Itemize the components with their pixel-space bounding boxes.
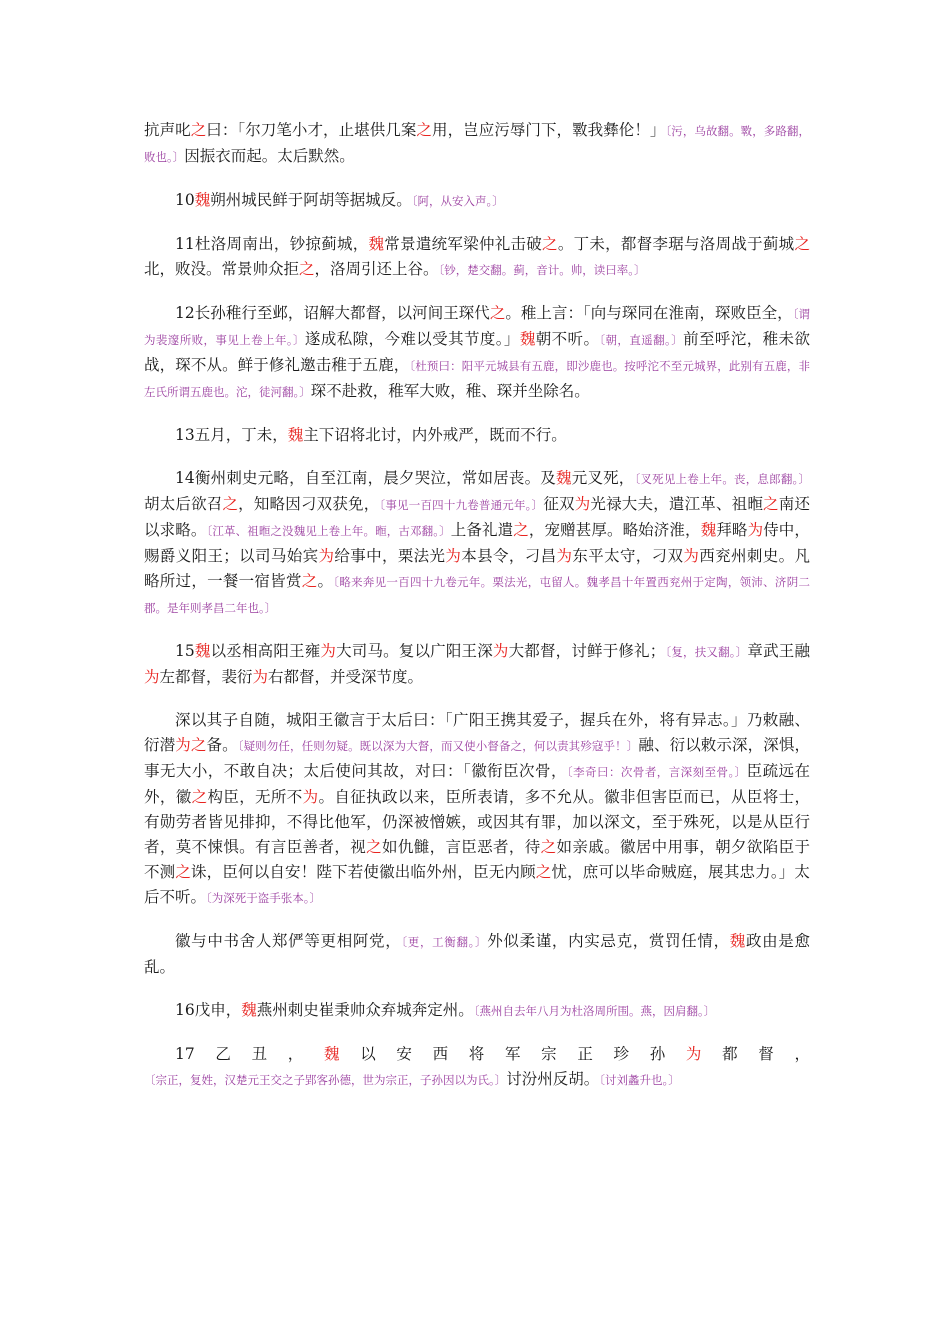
text-span: 13五月，丁未， — [175, 426, 288, 444]
annotation-note: 〔杜预曰：阳平元城县有五鹿，即沙鹿也。按呼沱不至元城界，此别有五鹿，非左氏所谓五鹿也。沱，徒河翻。〕 — [144, 359, 810, 399]
text-span: 融、衍以敕示深，深惧，事无大小，不敢自决；太后使问其故，对曰：「徽衔臣次骨， — [144, 736, 810, 780]
text-span: 。自征执政以来，臣所表请，多不允从。徽非但害臣而已，从臣将士，有勋劳者皆见排抑，不得比他军，仍深被憎嫉，或因其有罪，加以深文，至于殊死，以是从臣行者，莫不悚惧。有言臣善者，视 — [144, 788, 810, 856]
annotation-note: 〔事见一百四十九卷普通元年。〕 — [379, 498, 544, 512]
text-span: 用，岂应污辱门下，斁我彝伦！」 — [432, 121, 666, 139]
highlighted-char: 之 — [191, 788, 208, 806]
paragraph-p-deep — [144, 708, 810, 911]
text-span: 忧，庶可以毕命贼庭，展其忠力。」太后不听。 — [144, 863, 810, 906]
text-span: 徽与中书舍人郑俨等更相阿党， — [175, 932, 402, 950]
text-span: 臣疏远在外，徽 — [144, 762, 810, 806]
text-span: 以丞相高阳王雍 — [210, 642, 321, 660]
highlighted-char: 魏 — [700, 521, 717, 539]
text-span: 侍中，赐爵义阳王；以司马始宾 — [144, 521, 810, 565]
text-span: 16戊申， — [175, 1001, 242, 1019]
text-span: 主下诏将北讨，内外戒严，既而不行。 — [303, 426, 567, 444]
text-span: 如仇雠，言臣恶者，待 — [381, 838, 541, 856]
text-span: 北，败没。常景帅众拒 — [144, 260, 300, 278]
text-span: 以安西将军宗正珍孙 — [360, 1045, 686, 1063]
paragraph-p-13 — [144, 423, 810, 448]
text-span: ，知略因刁双获免， — [238, 495, 380, 513]
annotation-note: 〔朝，直遥翻。〕 — [599, 333, 684, 347]
annotation-note: 〔李奇曰：次骨者，言深刻至骨。〕 — [566, 765, 747, 779]
annotation-note: 〔更，工衡翻。〕 — [401, 935, 488, 949]
text-span: 政由是愈乱。 — [144, 932, 810, 976]
highlighted-char: 魏 — [323, 1045, 361, 1063]
highlighted-char: 魏 — [241, 1001, 257, 1019]
highlighted-char: 为 — [574, 495, 591, 513]
highlighted-char: 魏 — [729, 932, 746, 950]
highlighted-char: 为 — [302, 788, 319, 806]
highlighted-char: 魏 — [194, 191, 211, 209]
text-span: 11杜洛周南出，钞掠蓟城， — [175, 235, 369, 253]
highlighted-char: 之 — [416, 121, 432, 139]
text-span: 备。 — [206, 736, 238, 754]
text-span: ，宠赠甚厚。略始济淮， — [528, 521, 701, 539]
highlighted-char: 魏 — [519, 330, 536, 348]
highlighted-char: 之 — [299, 260, 315, 278]
annotation-note: 〔钞，楚交翻。蓟，音计。帅，读曰率。〕 — [438, 263, 646, 277]
text-span: 深以其子自随，城阳王徽言于太后曰：「广阳王携其爱子，握兵在外，将有异志。」乃敕融、衍潜 — [144, 711, 810, 754]
text-span: 朝不听。 — [535, 330, 600, 348]
text-span: 。稚上言：「向与琛同在淮南，琛败臣全， — [505, 304, 793, 322]
highlighted-char: 之 — [366, 838, 382, 856]
highlighted-char: 魏 — [287, 426, 304, 444]
text-span: 如亲戚。徽居中用事，朝夕欲陷臣于不测 — [144, 838, 810, 881]
highlighted-char: 之 — [542, 235, 558, 253]
highlighted-char: 为 — [144, 668, 160, 686]
text-span: 。 — [317, 572, 334, 590]
annotation-note: 〔污，乌故翻。斁，多路翻，败也。〕 — [144, 124, 810, 164]
text-span: 光禄大夫，遣江革、祖暅 — [590, 495, 764, 513]
text-span: 15 — [175, 642, 195, 660]
text-span: 给事中，栗法光 — [334, 547, 446, 565]
highlighted-char: 之 — [535, 863, 552, 881]
paragraph-p-hui — [144, 929, 810, 980]
highlighted-char: 为 — [318, 547, 335, 565]
text-span: 元叉死， — [571, 469, 635, 487]
highlighted-char: 之 — [763, 495, 779, 513]
text-span: 构臣，无所不 — [207, 788, 303, 806]
text-span: 都督， — [722, 1045, 810, 1063]
annotation-note: 〔阿，从安入声。〕 — [411, 194, 504, 208]
text-span: 胡太后欲召 — [144, 495, 223, 513]
highlighted-char: 为 — [252, 668, 269, 686]
text-span: 右都督，并受深节度。 — [268, 668, 424, 686]
paragraph-p-14 — [144, 466, 810, 621]
text-span: 西兖州刺史。凡略所过，一餐一宿皆赏 — [144, 547, 810, 590]
text-span: 南还以求略。 — [144, 495, 810, 539]
annotation-note: 〔燕州自去年八月为杜洛周所围。燕，因肩翻。〕 — [473, 1004, 716, 1018]
text-span: ，洛周引还上谷。 — [314, 260, 439, 278]
highlighted-char: 为 — [445, 547, 462, 565]
highlighted-char: 之 — [190, 121, 207, 139]
paragraph-p-cont — [144, 118, 810, 170]
text-span: 上备礼遣 — [450, 521, 514, 539]
highlighted-char: 为 — [320, 642, 337, 660]
text-span: 琛不赴救，稚军大败，稚、琛并坐除名。 — [310, 382, 590, 400]
highlighted-char: 魏 — [368, 235, 385, 253]
document-page — [144, 118, 810, 1111]
highlighted-char: 之 — [175, 863, 192, 881]
text-span: 。丁未，都督李琚与洛周战于蓟城 — [557, 235, 795, 253]
text-span: 朔州城民鲜于阿胡等据城反。 — [210, 191, 412, 209]
annotation-note: 〔疑则勿任，任则勿疑。既以深为大督，而又使小督备之，何以责其殄寇乎！〕 — [237, 739, 639, 753]
text-span: 10 — [175, 191, 195, 209]
highlighted-char: 之 — [301, 572, 318, 590]
highlighted-char: 为 — [685, 1045, 723, 1063]
text-span: 燕州刺史崔秉帅众弃城奔定州。 — [256, 1001, 474, 1019]
text-span: 讨汾州反胡。 — [506, 1070, 600, 1088]
highlighted-char: 之 — [513, 521, 529, 539]
annotation-note: 〔复，扶又翻。〕 — [665, 645, 748, 659]
annotation-note: 〔江革、祖暅之没魏见上卷上年。暅，古邓翻。〕 — [206, 524, 451, 538]
text-span: 章武王融 — [747, 642, 810, 660]
text-span: 大司马。复以广阳王深 — [336, 642, 493, 660]
paragraph-p-17 — [144, 1042, 810, 1093]
text-span: 东平太守，刁双 — [572, 547, 684, 565]
text-span: 常景遣统军梁仲礼击破 — [384, 235, 543, 253]
text-span: 诛，臣何以自安！陛下若使徽出临外州，臣无内顾 — [191, 863, 536, 881]
text-span: 抗声叱 — [144, 121, 191, 139]
annotation-note: 〔谓为裴邃所败，事见上卷上年。〕 — [144, 307, 810, 347]
annotation-note: 〔略来奔见一百四十九卷元年。栗法光，屯留人。魏孝昌十年置西兖州于定陶，领沛、济阴二郡。是年则孝昌二年也。〕 — [144, 575, 810, 615]
text-span: 征双 — [543, 495, 575, 513]
text-span: 本县令，刁昌 — [461, 547, 557, 565]
text-span: 前至呼沱，稚未欲战，琛不从。鲜于修礼邀击稚于五鹿， — [144, 330, 810, 374]
text-span: 12长孙稚行至邺，诏解大都督，以河间王琛代 — [175, 304, 490, 322]
annotation-note: 〔讨刘蠡升也。〕 — [599, 1073, 680, 1087]
highlighted-char: 魏 — [556, 469, 572, 487]
text-span: 17乙丑， — [175, 1045, 324, 1063]
text-span: 左都督，裴衍 — [159, 668, 253, 686]
text-span: 大都督，讨鲜于修礼； — [508, 642, 666, 660]
highlighted-char: 为 — [747, 521, 764, 539]
highlighted-char: 魏 — [194, 642, 211, 660]
paragraph-p-12 — [144, 301, 810, 405]
text-span: 因振衣而起。太后默然。 — [184, 147, 355, 165]
highlighted-char: 为之 — [175, 736, 207, 754]
highlighted-char: 为 — [683, 547, 700, 565]
annotation-note: 〔为深死于盗手张本。〕 — [206, 891, 322, 905]
paragraph-p-11 — [144, 232, 810, 283]
text-span: 外似柔谨，内实忌克，赏罚任情， — [487, 932, 730, 950]
highlighted-char: 之 — [794, 235, 810, 253]
text-span: 遂成私隙，今难以受其节度。」 — [304, 330, 520, 348]
text-span: 拜略 — [716, 521, 748, 539]
paragraph-p-16 — [144, 998, 810, 1024]
paragraph-p-10 — [144, 188, 810, 214]
paragraph-p-15 — [144, 639, 810, 690]
highlighted-char: 之 — [489, 304, 506, 322]
annotation-note: 〔宗正，复姓，汉楚元王交之子郢客孙德，世为宗正，子孙因以为氏。〕 — [144, 1073, 507, 1087]
highlighted-char: 为 — [492, 642, 509, 660]
highlighted-char: 之 — [222, 495, 239, 513]
highlighted-char: 为 — [556, 547, 573, 565]
text-span: 曰：「尔刀笔小才，止堪供几案 — [206, 121, 417, 139]
highlighted-char: 之 — [540, 838, 557, 856]
annotation-note: 〔叉死见上卷上年。丧，息郎翻。〕 — [634, 472, 810, 486]
text-span: 14衡州刺史元略，自至江南，晨夕哭泣，常如居丧。及 — [175, 469, 556, 487]
